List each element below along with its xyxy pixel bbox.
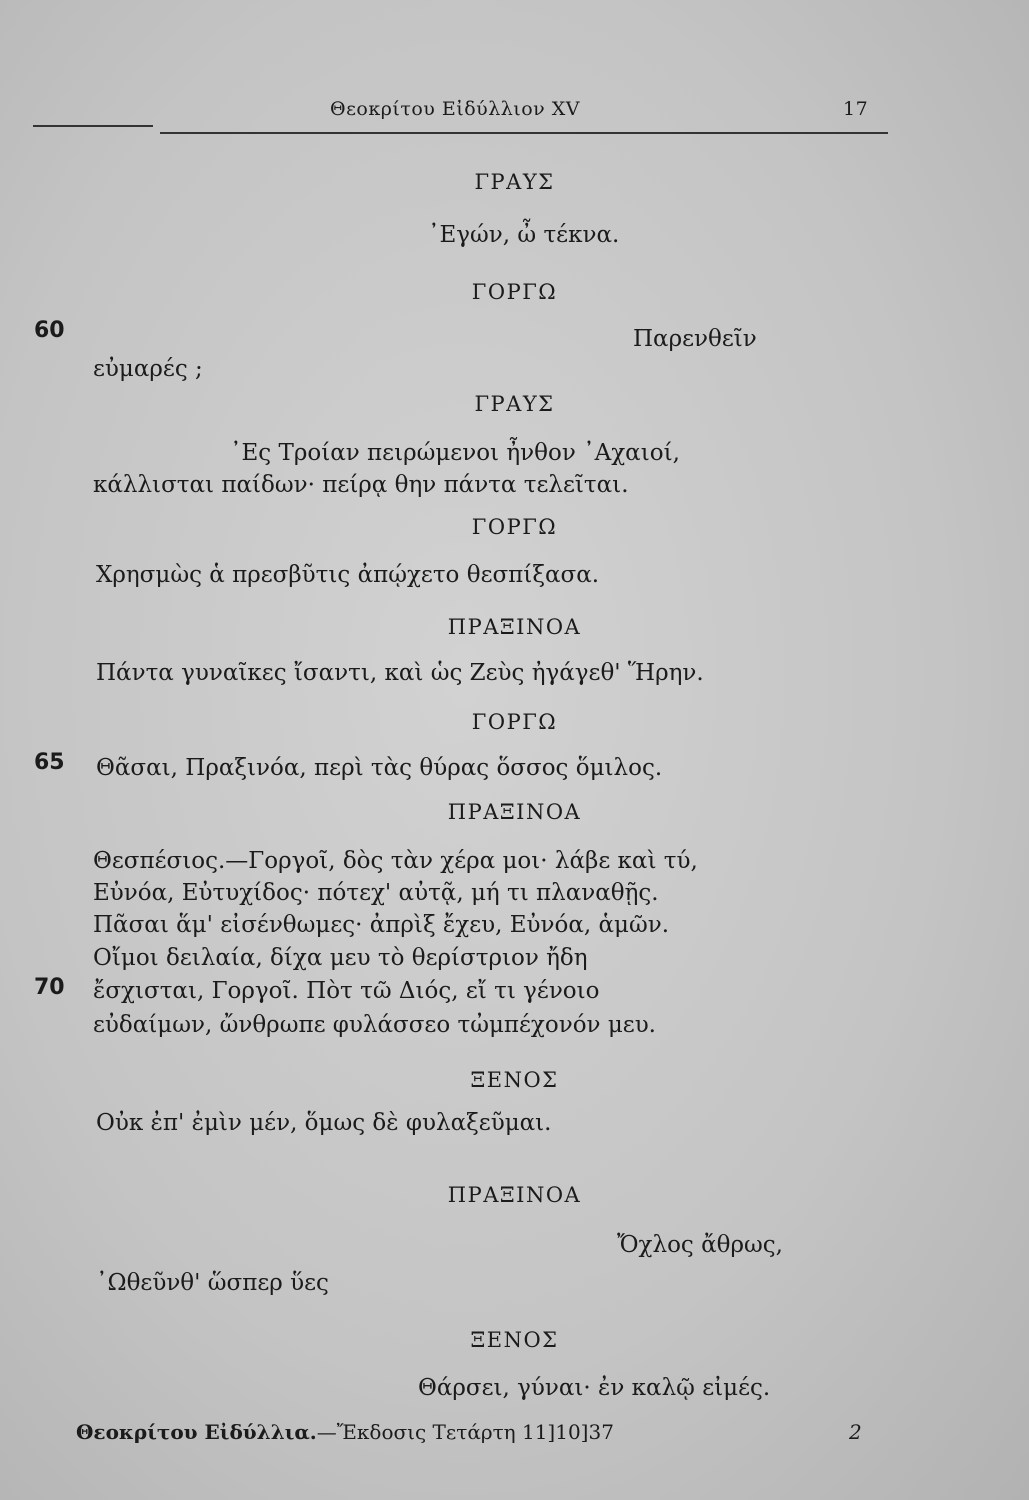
footer-edition: —Ἔκδοσις Τετάρτη 11]10]37: [316, 1420, 614, 1444]
line-number: 60: [34, 318, 65, 343]
verse-line: εὐδαίμων, ὤνθρωπε φυλάσσεο τὠμπέχονόν μευ.: [93, 1012, 656, 1038]
verse-line: Πᾶσαι ἅμ' εἰσένθωμες· ἀπρὶξ ἔχευ, Εὐνόα, ἁμῶν.: [93, 912, 670, 938]
verse-line: Θεσπέσιος.—Γοργοῖ, δὸς τὰν χέρα μοι· λάβε καὶ τύ,: [93, 848, 698, 874]
speaker-label: ΓΟΡΓΩ: [471, 280, 558, 304]
verse-line: Ὄχλος ἄθρως,: [617, 1232, 783, 1258]
speaker-label: ΞΕΝΟΣ: [470, 1328, 559, 1352]
verse-line: εὐμαρές ;: [93, 356, 203, 382]
verse-line: ᾿Ωθεῦνθ' ὥσπερ ὕες: [96, 1270, 329, 1296]
verse-line: Οὐκ ἐπ' ἐμὶν μέν, ὅμως δὲ φυλαξεῦμαι.: [96, 1110, 552, 1136]
speaker-label: ΠΡΑΞΙΝΟΑ: [447, 1183, 582, 1207]
speaker-label: ΓΡΑΥΣ: [474, 392, 555, 416]
line-number: 70: [34, 975, 65, 1000]
speaker-label: ΓΟΡΓΩ: [471, 515, 558, 539]
verse-line: Οἴμοι δειλαία, δίχα μευ τὸ θερίστριον ἤδη: [93, 945, 588, 971]
line-number: 65: [34, 750, 65, 775]
footer-imprint: [76, 1420, 614, 1444]
speaker-label: ΠΡΑΞΙΝΟΑ: [447, 615, 582, 639]
verse-line: Θᾶσαι, Πραξινόα, περὶ τὰς θύρας ὅσσος ὅμιλος.: [96, 755, 663, 781]
footer-signature: 2: [849, 1420, 862, 1444]
verse-line: ἔσχισται, Γοργοῖ. Πὸτ τῶ Διός, εἴ τι γένοιο: [93, 978, 600, 1004]
speaker-label: ΓΡΑΥΣ: [474, 170, 555, 194]
footer-book-title: Θεοκρίτου Εἰδύλλια.: [76, 1420, 317, 1444]
verse-line: Εὐνόα, Εὐτυχίδος· πότεχ' αὐτᾷ, μή τι πλαναθῇς.: [93, 880, 659, 906]
running-title: Θεοκρίτου Εἰδύλλιον XV: [330, 98, 581, 120]
header-rule-right: [160, 132, 888, 134]
verse-line: ᾿Εγών, ὦ τέκνα.: [428, 222, 620, 248]
verse-line: Παρενθεῖν: [633, 326, 757, 352]
verse-line: κάλλισται παίδων· πείρᾳ θην πάντα τελεῖται.: [93, 472, 629, 498]
page-number: 17: [843, 98, 869, 120]
speaker-label: ΞΕΝΟΣ: [470, 1068, 559, 1092]
speaker-label: ΓΟΡΓΩ: [471, 710, 558, 734]
verse-line: Πάντα γυναῖκες ἴσαντι, καὶ ὡς Ζεὺς ἠγάγεθ' Ἥρην.: [96, 660, 704, 686]
verse-line: Θάρσει, γύναι· ἐν καλῷ εἰμές.: [418, 1375, 771, 1401]
header-rule-left: [33, 125, 153, 127]
speaker-label: ΠΡΑΞΙΝΟΑ: [447, 800, 582, 824]
verse-line: Χρησμὼς ἁ πρεσβῦτις ἀπῴχετο θεσπίξασα.: [96, 562, 600, 588]
verse-line: ᾿Ες Τροίαν πειρώμενοι ἦνθον ᾿Αχαιοί,: [230, 440, 680, 466]
